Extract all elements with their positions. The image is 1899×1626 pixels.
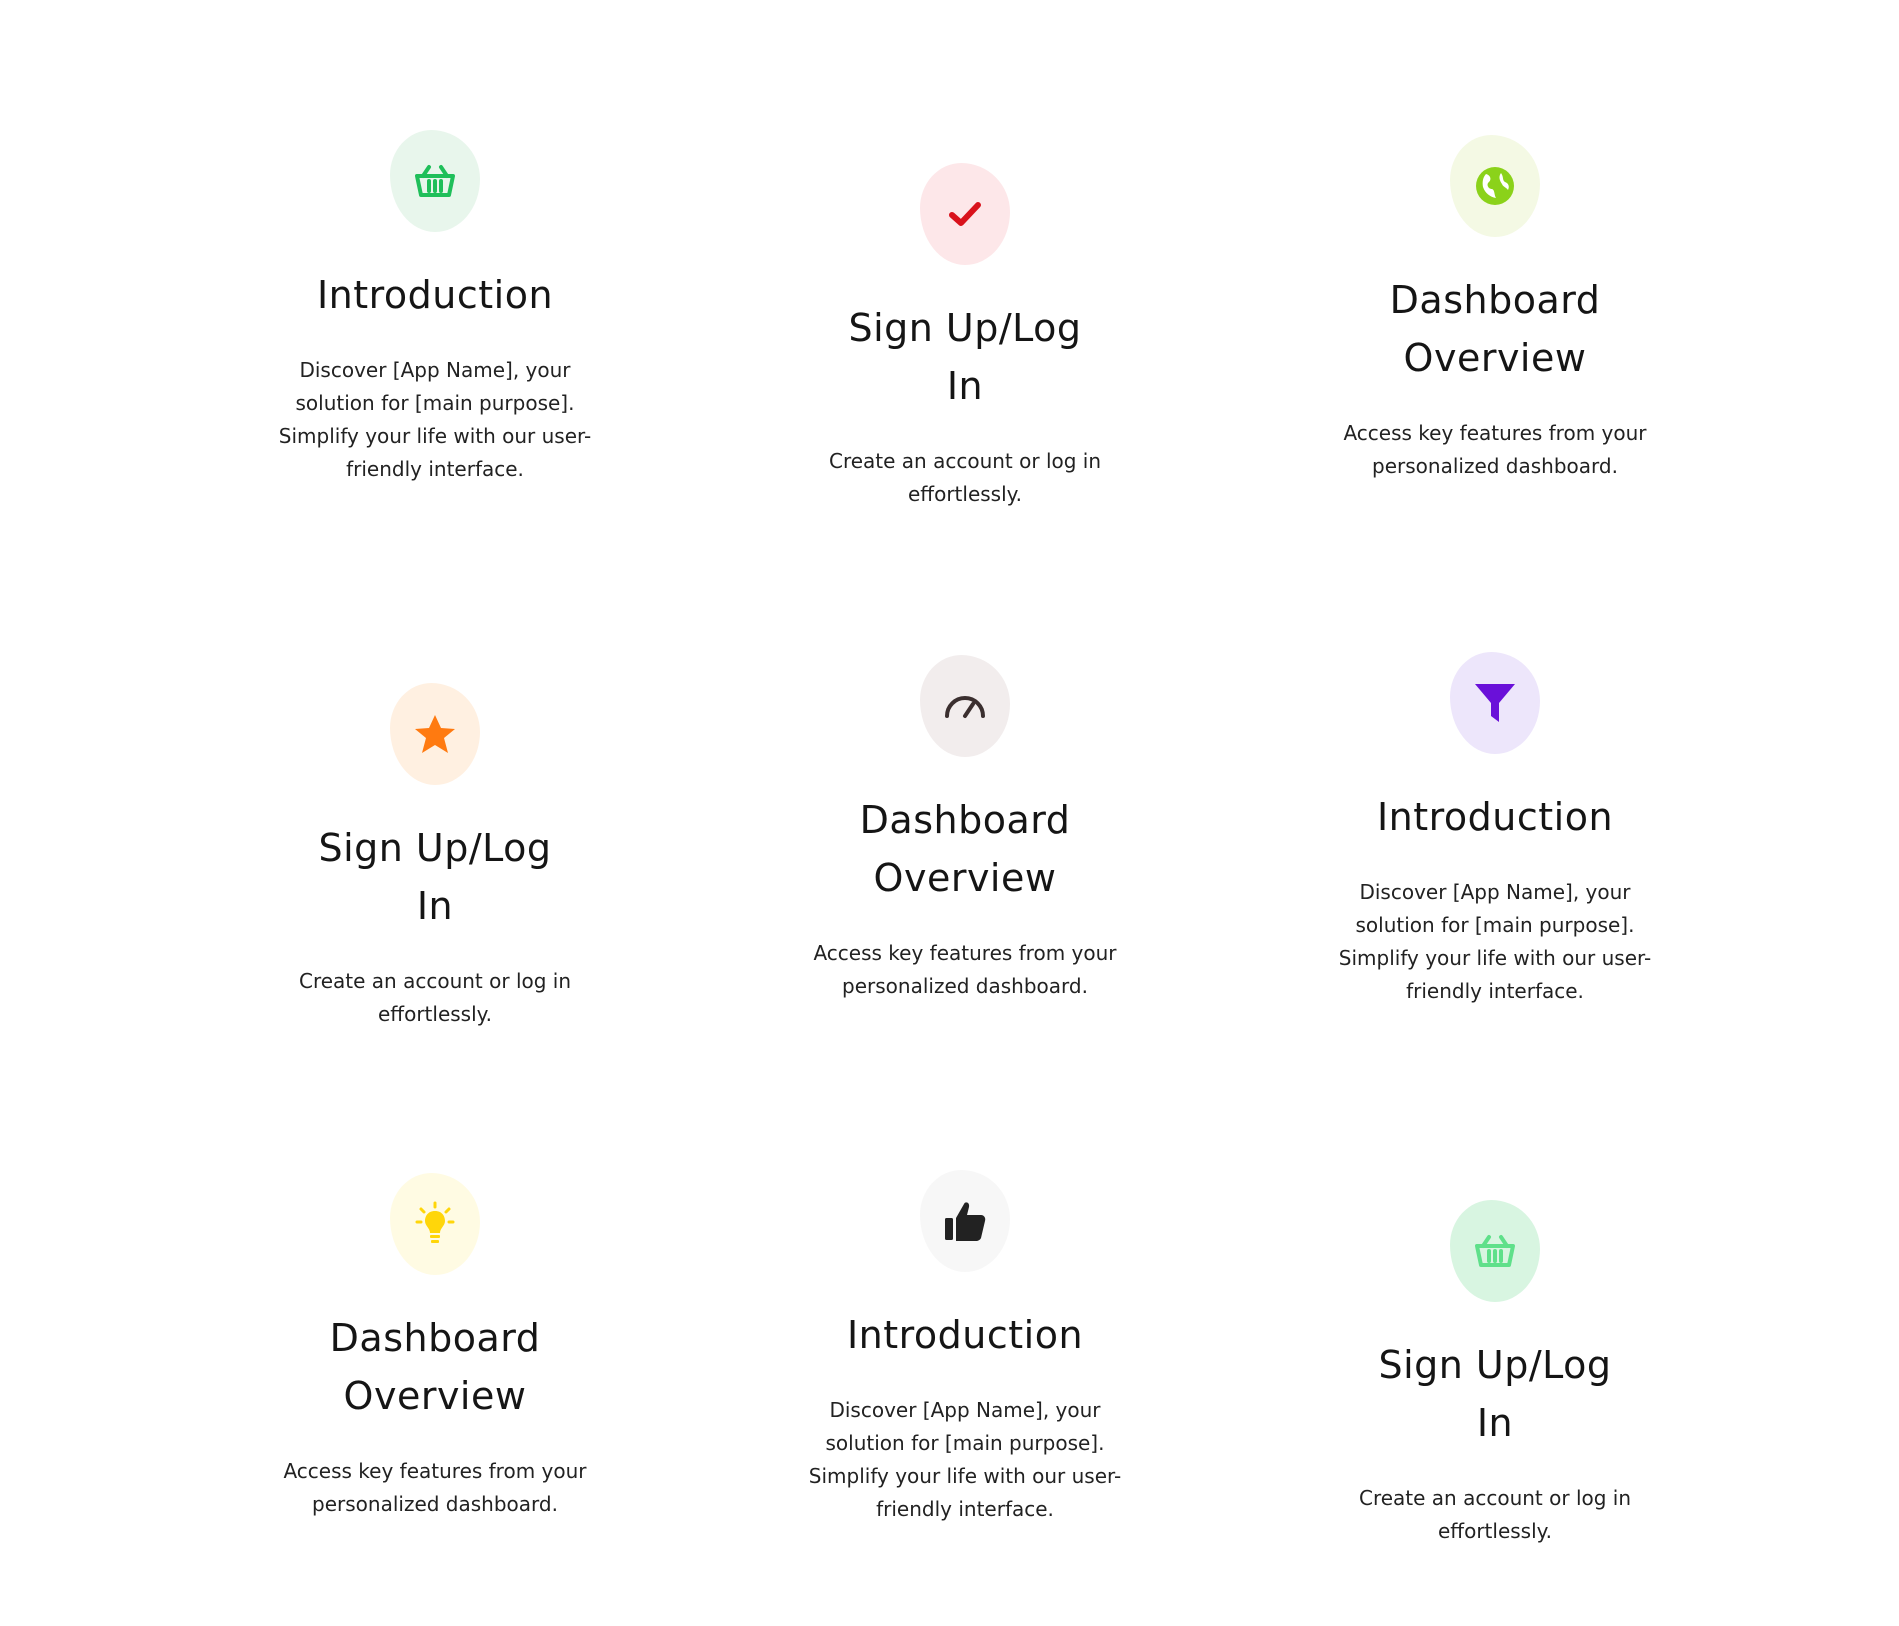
icon-badge: [1450, 652, 1540, 754]
card-description: Discover [App Name], your solution for [main purpose]. Simplify your life with our user-friendly interface.: [1338, 880, 1652, 1003]
card-title: Dashboard Overview: [859, 798, 1071, 900]
feature-card: [755, 1170, 1175, 1526]
star-icon: [413, 713, 457, 755]
card-title: Dashboard Overview: [329, 1316, 541, 1418]
lightbulb-icon: [415, 1201, 455, 1247]
card-description: Access key features from your personalized dashboard.: [813, 941, 1117, 998]
icon-badge: [390, 683, 480, 785]
feature-card: [755, 655, 1175, 1003]
card-description: Access key features from your personalized dashboard.: [1343, 421, 1647, 478]
card-description: Access key features from your personalized dashboard.: [283, 1459, 587, 1516]
icon-badge: [920, 1170, 1010, 1272]
icon-badge: [1450, 1200, 1540, 1302]
feature-card: [1285, 1200, 1705, 1548]
gauge-icon: [941, 692, 989, 720]
feature-card: [225, 130, 645, 486]
checkmark-icon: [949, 201, 981, 227]
basket-icon: [413, 164, 457, 198]
card-title: Sign Up/Log In: [1378, 1343, 1612, 1445]
globe-icon: [1474, 165, 1516, 207]
card-title: Sign Up/Log In: [848, 306, 1082, 408]
card-description: Discover [App Name], your solution for [main purpose]. Simplify your life with our user-friendly interface.: [808, 1398, 1122, 1521]
feature-card: [755, 163, 1175, 511]
thumbs-up-icon: [943, 1199, 987, 1243]
icon-badge: [1450, 135, 1540, 237]
card-description: Create an account or log in effortlessly.: [828, 449, 1102, 506]
icon-badge: [920, 655, 1010, 757]
feature-card: [225, 683, 645, 1031]
card-title: Introduction: [846, 1313, 1084, 1357]
basket-icon: [1473, 1234, 1517, 1268]
card-description: Create an account or log in effortlessly.: [1358, 1486, 1632, 1543]
icon-badge: [390, 1173, 480, 1275]
card-title: Introduction: [316, 273, 554, 317]
card-title: Introduction: [1376, 795, 1614, 839]
card-title: Sign Up/Log In: [318, 826, 552, 928]
feature-card: [1285, 652, 1705, 1008]
card-title: Dashboard Overview: [1389, 278, 1601, 380]
filter-icon: [1473, 681, 1517, 725]
card-description: Create an account or log in effortlessly.: [298, 969, 572, 1026]
icon-badge: [920, 163, 1010, 265]
feature-card: [1285, 135, 1705, 483]
icon-badge: [390, 130, 480, 232]
card-description: Discover [App Name], your solution for [main purpose]. Simplify your life with our user-friendly interface.: [278, 358, 592, 481]
feature-card: [225, 1173, 645, 1521]
